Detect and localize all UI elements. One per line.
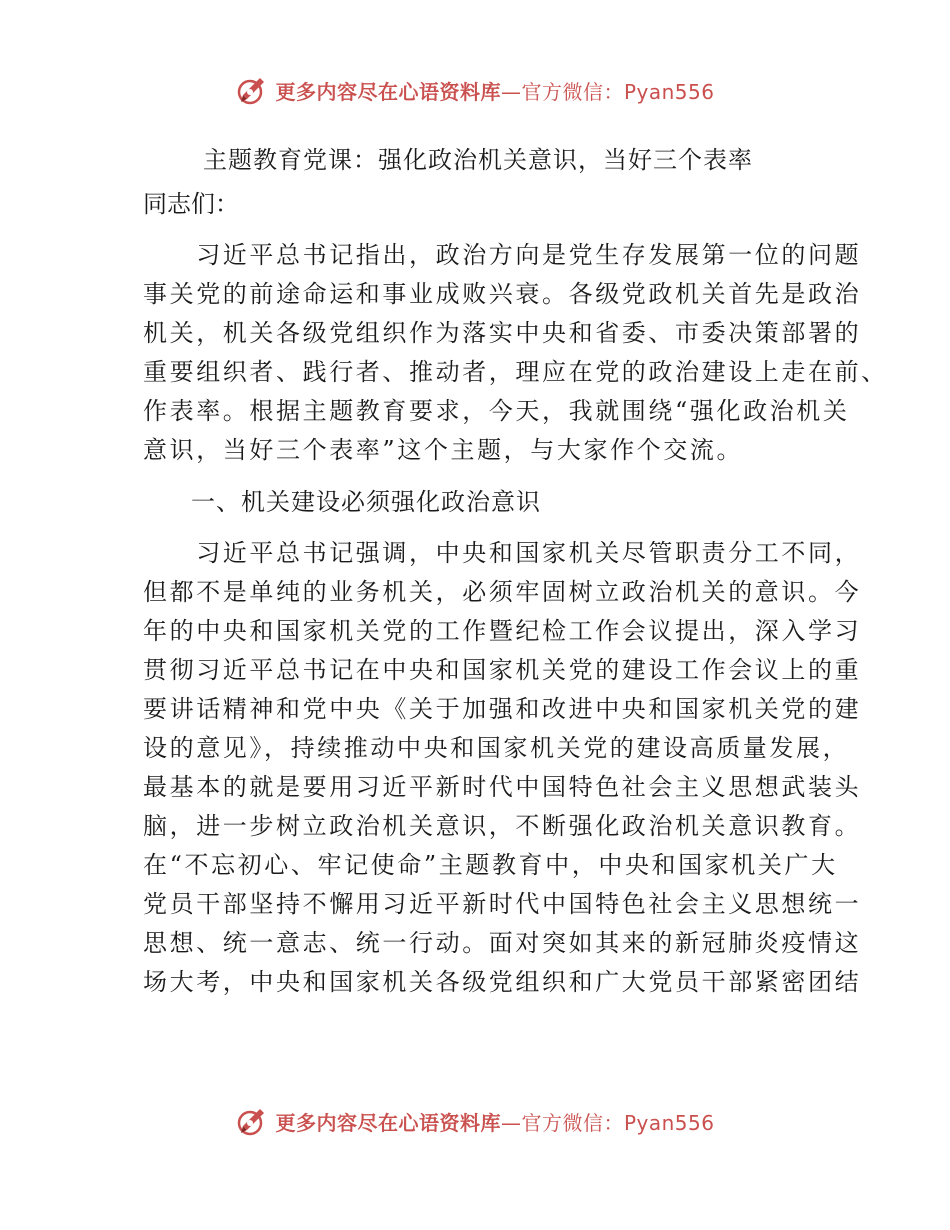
paragraph-1 <box>143 236 888 470</box>
text-line: 在“不忘初心、牢记使命”主题教育中，中央和国家机关广大 <box>143 851 838 879</box>
watermark-banner-top <box>0 70 950 110</box>
text-line: 习近平总书记指出，政治方向是党生存发展第一位的问题 <box>143 241 862 269</box>
text-line: 设的意见》，持续推动中央和国家机关党的建设高质量发展， <box>143 734 850 762</box>
watermark-dash: — <box>500 79 522 104</box>
text-line: 机关，机关各级党组织作为落实中央和省委、市委决策部署的 <box>143 319 862 347</box>
text-line: 年的中央和国家机关党的工作暨纪检工作会议提出，深入学习 <box>143 617 862 645</box>
text-line: 但都不是单纯的业务机关，必须牢固树立政治机关的意识。今 <box>143 578 862 606</box>
text-line: 事关党的前途命运和事业成败兴衰。各级党政机关首先是政治 <box>143 280 862 308</box>
text-line: 贯彻习近平总书记在中央和国家机关党的建设工作会议上的重 <box>143 656 862 684</box>
watermark-text <box>275 1107 714 1136</box>
section-heading-1: 一、机关建设必须强化政治意识 <box>191 488 541 516</box>
paragraph-2 <box>143 534 862 1002</box>
salutation: 同志们： <box>143 190 239 218</box>
text-line: 思想、统一意志、统一行动。面对突如其来的新冠肺炎疫情这 <box>143 929 862 957</box>
document-body <box>143 138 888 1012</box>
watermark-wechat-text: 官方微信：Pyan556 <box>521 1110 715 1135</box>
text-line: 作表率。根据主题教育要求，今天，我就围绕“强化政治机关 <box>143 397 850 425</box>
watermark-banner-bottom <box>0 1101 950 1141</box>
document-title: 主题教育党课：强化政治机关意识，当好三个表率 <box>203 146 753 174</box>
watermark-main-text: 更多内容尽在心语资料库 <box>275 1110 501 1135</box>
text-line: 习近平总书记强调，中央和国家机关尽管职责分工不同， <box>143 539 862 567</box>
text-line: 党员干部坚持不懈用习近平新时代中国特色社会主义思想统一 <box>143 890 862 918</box>
pen-logo-icon <box>235 1104 269 1138</box>
text-line: 最基本的就是要用习近平新时代中国特色社会主义思想武装头 <box>143 773 862 801</box>
watermark-text <box>275 76 714 105</box>
pen-logo-icon <box>235 73 269 107</box>
text-line: 要讲话精神和党中央《关于加强和改进中央和国家机关党的建 <box>143 695 862 723</box>
text-line: 重要组织者、践行者、推动者，理应在党的政治建设上走在前、 <box>143 358 888 386</box>
watermark-dash: — <box>500 1110 522 1135</box>
text-line: 场大考，中央和国家机关各级党组织和广大党员干部紧密团结 <box>143 968 862 996</box>
watermark-wechat-text: 官方微信：Pyan556 <box>521 79 715 104</box>
text-line: 意识，当好三个表率”这个主题，与大家作个交流。 <box>143 436 744 464</box>
watermark-main-text: 更多内容尽在心语资料库 <box>275 79 501 104</box>
text-line: 脑，进一步树立政治机关意识，不断强化政治机关意识教育。 <box>143 812 862 840</box>
